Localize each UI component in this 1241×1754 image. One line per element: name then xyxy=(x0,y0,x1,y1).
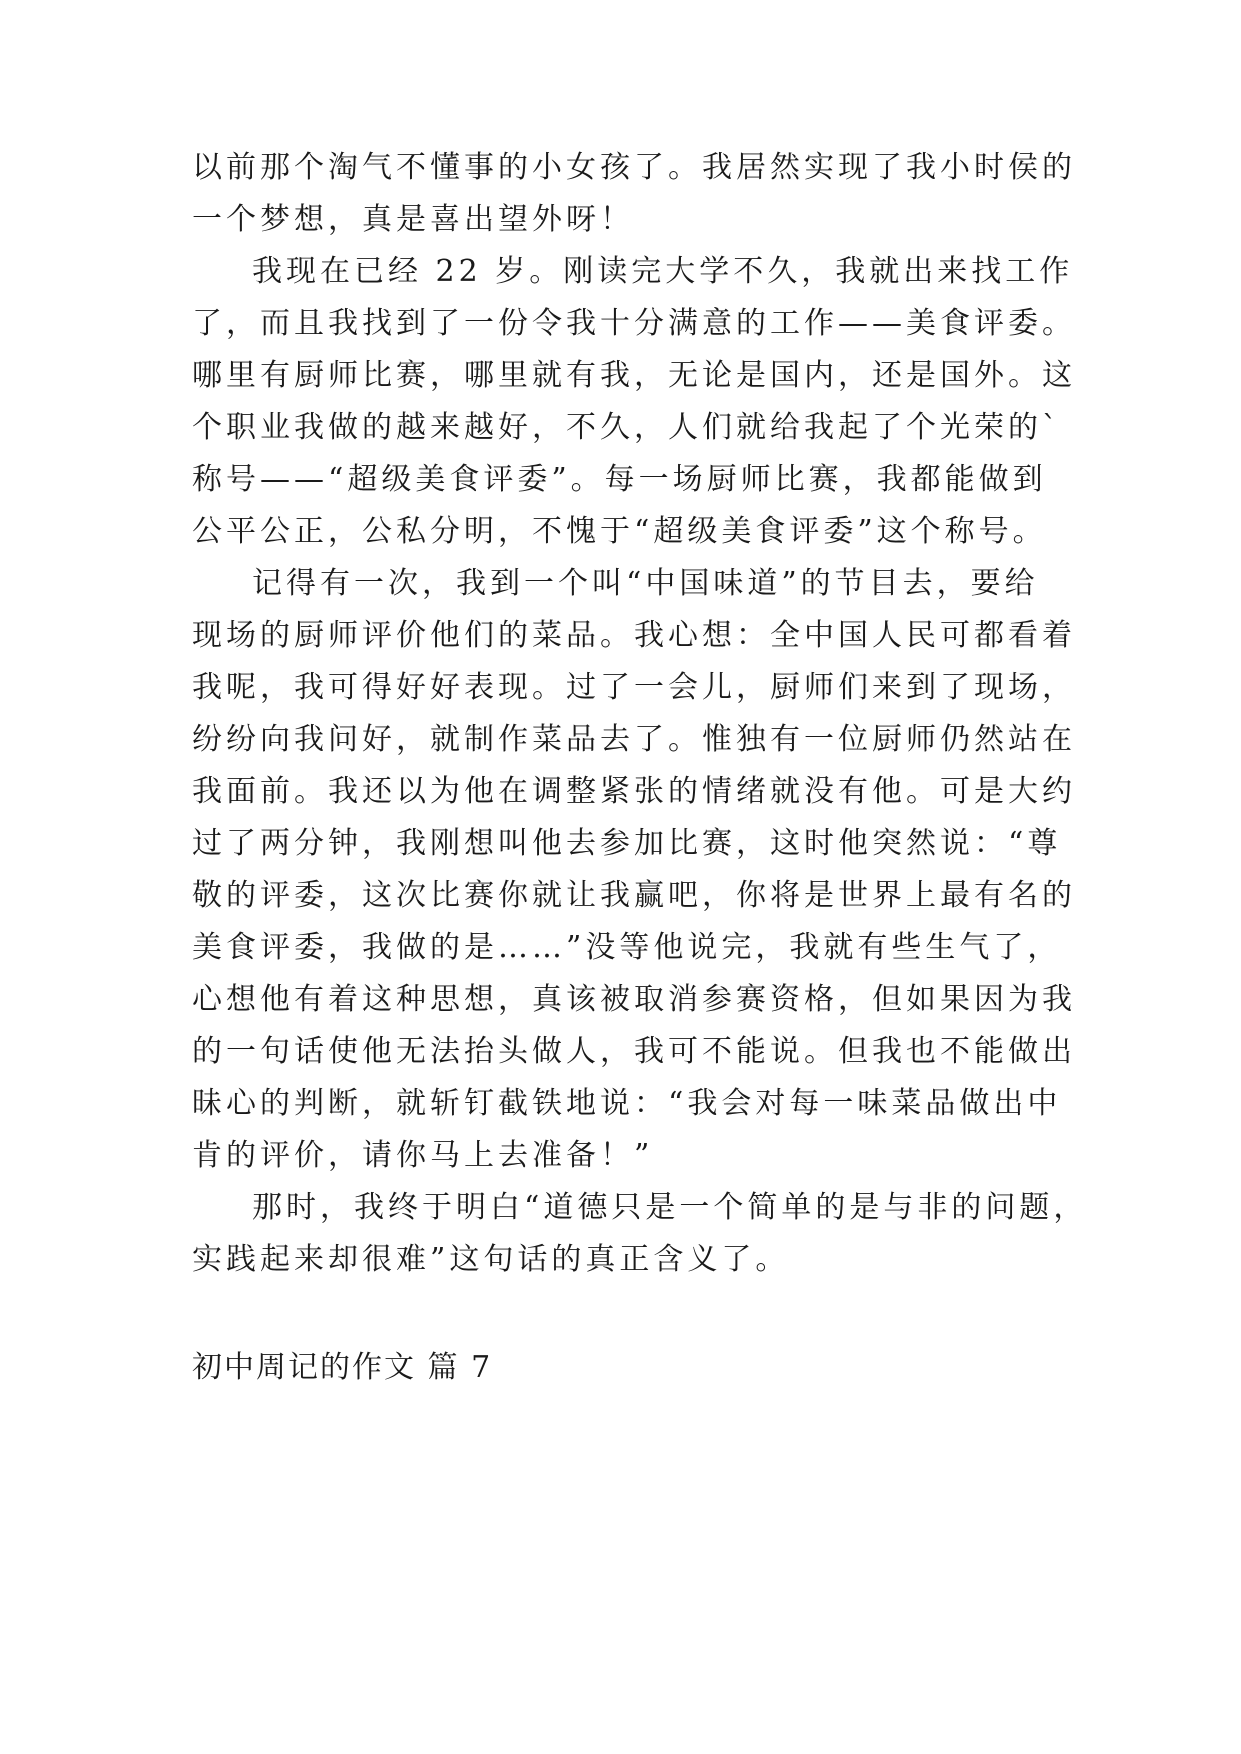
paragraph-2-line-2: 了，而且我找到了一份令我十分满意的工作——美食评委。 xyxy=(192,306,1076,341)
paragraph-3-line-4: 纷纷向我问好，就制作菜品去了。惟独有一位厨师仍然站在 xyxy=(192,722,1076,757)
paragraph-2-line-5: 称号——“超级美食评委”。每一场厨师比赛，我都能做到 xyxy=(192,462,1047,497)
paragraph-3-line-10: 的一句话使他无法抬头做人，我可不能说。但我也不能做出 xyxy=(192,1034,1076,1069)
paragraph-3-line-9: 心想他有着这种思想，真该被取消参赛资格，但如果因为我 xyxy=(192,982,1076,1017)
section-heading: 初中周记的作文 篇 7 xyxy=(192,1350,493,1385)
paragraph-3-line-8: 美食评委，我做的是……”没等他说完，我就有些生气了， xyxy=(192,930,1062,965)
paragraph-2-line-3: 哪里有厨师比赛，哪里就有我，无论是国内，还是国外。这 xyxy=(192,358,1076,393)
paragraph-1-line-1: 以前那个淘气不懂事的小女孩了。我居然实现了我小时侯的 xyxy=(192,150,1076,185)
paragraph-3-line-2: 现场的厨师评价他们的菜品。我心想：全中国人民可都看着 xyxy=(192,618,1076,653)
paragraph-2-line-6: 公平公正，公私分明，不愧于“超级美食评委”这个称号。 xyxy=(192,514,1047,549)
paragraph-3-line-12: 肯的评价，请你马上去准备！” xyxy=(192,1138,654,1173)
paragraph-3-line-11: 昧心的判断，就斩钉截铁地说：“我会对每一味菜品做出中 xyxy=(192,1086,1062,1121)
paragraph-1-line-2: 一个梦想，真是喜出望外呀！ xyxy=(192,202,634,237)
paragraph-4-line-2: 实践起来却很难”这句话的真正含义了。 xyxy=(192,1242,790,1277)
paragraph-3-line-1: 记得有一次，我到一个叫“中国味道”的节目去，要给 xyxy=(252,566,1039,601)
paragraph-2-line-4: 个职业我做的越来越好，不久，人们就给我起了个光荣的` xyxy=(192,410,1061,445)
paragraph-3-line-3: 我呢，我可得好好表现。过了一会儿，厨师们来到了现场， xyxy=(192,670,1076,705)
paragraph-4-line-1: 那时，我终于明白“道德只是一个简单的是与非的问题， xyxy=(252,1190,1088,1225)
paragraph-3-line-6: 过了两分钟，我刚想叫他去参加比赛，这时他突然说：“尊 xyxy=(192,826,1062,861)
paragraph-3-line-5: 我面前。我还以为他在调整紧张的情绪就没有他。可是大约 xyxy=(192,774,1076,809)
paragraph-2-line-1: 我现在已经 22 岁。刚读完大学不久，我就出来找工作 xyxy=(252,254,1074,289)
paragraph-3-line-7: 敬的评委，这次比赛你就让我赢吧，你将是世界上最有名的 xyxy=(192,878,1076,913)
